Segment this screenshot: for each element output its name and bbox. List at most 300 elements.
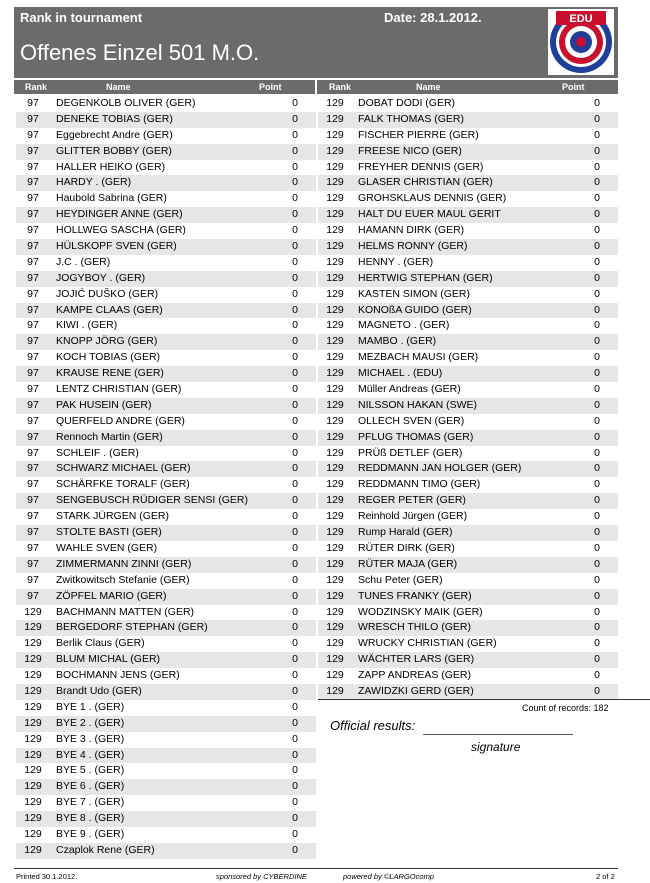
point-cell: 0 bbox=[594, 192, 600, 205]
rank-cell: 129 bbox=[326, 653, 344, 666]
rank-cell: 129 bbox=[24, 764, 42, 777]
name-cell: REDDMANN JAN HOLGER (GER) bbox=[358, 462, 522, 475]
name-cell: REDDMANN TIMO (GER) bbox=[358, 478, 481, 491]
point-cell: 0 bbox=[292, 112, 298, 125]
name-cell: PFLUG THOMAS (GER) bbox=[358, 430, 474, 443]
point-cell: 0 bbox=[594, 669, 600, 682]
point-cell: 0 bbox=[594, 526, 600, 539]
point-cell: 0 bbox=[292, 97, 298, 109]
name-cell: HÜLSKOPF SVEN (GER) bbox=[56, 240, 177, 253]
table-row bbox=[318, 461, 618, 477]
rank-cell: 129 bbox=[326, 335, 344, 348]
name-cell: Zwitkowitsch Stefanie (GER) bbox=[56, 573, 190, 586]
point-cell: 0 bbox=[292, 541, 298, 554]
table-row bbox=[318, 589, 618, 605]
name-cell: STARK JÜRGEN (GER) bbox=[56, 510, 169, 523]
name-cell: FREYHER DENNIS (GER) bbox=[358, 160, 484, 173]
point-cell: 0 bbox=[594, 367, 600, 380]
name-cell: PRÜß DETLEF (GER) bbox=[358, 446, 463, 459]
table-row bbox=[318, 350, 618, 366]
point-cell: 0 bbox=[594, 478, 600, 491]
name-cell: HOLLWEG SASCHA (GER) bbox=[56, 224, 186, 237]
name-cell: LENTZ CHRISTIAN (GER) bbox=[56, 383, 182, 396]
point-cell: 0 bbox=[594, 97, 600, 109]
rank-cell: 97 bbox=[27, 557, 39, 570]
rank-cell: 129 bbox=[326, 319, 344, 332]
point-cell: 0 bbox=[292, 843, 298, 856]
point-cell: 0 bbox=[292, 700, 298, 713]
name-cell: SCHÄRFKE TORALF (GER) bbox=[56, 478, 190, 491]
powered-by-text: powered by ©LARGOcomp bbox=[343, 872, 434, 881]
name-cell: WÄCHTER LARS (GER) bbox=[358, 653, 475, 666]
table-row bbox=[16, 573, 316, 589]
point-cell: 0 bbox=[594, 240, 600, 253]
point-cell: 0 bbox=[292, 748, 298, 761]
point-cell: 0 bbox=[292, 510, 298, 523]
table-row bbox=[318, 366, 618, 382]
table-row bbox=[318, 636, 618, 652]
point-cell: 0 bbox=[292, 430, 298, 443]
name-cell: BLUM MICHAL (GER) bbox=[56, 653, 161, 666]
point-cell: 0 bbox=[594, 383, 600, 396]
point-cell: 0 bbox=[594, 335, 600, 348]
report-heading: Rank in tournament bbox=[20, 10, 143, 25]
rank-cell: 129 bbox=[326, 287, 344, 300]
left-column-header bbox=[14, 80, 315, 94]
table-row bbox=[318, 175, 618, 191]
name-cell: HALT DU EUER MAUL GERIT bbox=[358, 208, 501, 221]
point-cell: 0 bbox=[594, 573, 600, 586]
table-row bbox=[16, 732, 316, 748]
table-row bbox=[16, 477, 316, 493]
table-row bbox=[16, 779, 316, 795]
point-cell: 0 bbox=[292, 573, 298, 586]
name-cell: Rennoch Martin (GER) bbox=[56, 430, 163, 443]
table-row bbox=[16, 843, 316, 859]
table-row bbox=[318, 334, 618, 350]
record-count: Count of records: 182 bbox=[522, 703, 609, 713]
name-cell: Reinhold Jürgen (GER) bbox=[358, 510, 468, 523]
rank-cell: 129 bbox=[24, 669, 42, 682]
name-cell: STOLTE BASTI (GER) bbox=[56, 526, 162, 539]
name-cell: GLITTER BOBBY (GER) bbox=[56, 144, 172, 157]
table-row bbox=[318, 318, 618, 334]
report-date: Date: 28.1.2012. bbox=[384, 10, 482, 25]
name-cell: GROHSKLAUS DENNIS (GER) bbox=[358, 192, 507, 205]
name-cell: Haubold Sabrina (GER) bbox=[56, 192, 167, 205]
rank-cell: 129 bbox=[326, 351, 344, 364]
rank-cell: 97 bbox=[27, 589, 39, 602]
table-row bbox=[16, 414, 316, 430]
rank-cell: 129 bbox=[24, 812, 42, 825]
left-ranking-list bbox=[16, 96, 316, 859]
rank-cell: 129 bbox=[326, 478, 344, 491]
table-row bbox=[16, 589, 316, 605]
rank-cell: 129 bbox=[24, 605, 42, 618]
table-row bbox=[318, 684, 618, 700]
name-cell: OLLECH SVEN (GER) bbox=[358, 414, 465, 427]
name-cell: Schu Peter (GER) bbox=[358, 573, 443, 586]
table-row bbox=[318, 239, 618, 255]
rank-cell: 129 bbox=[326, 240, 344, 253]
table-row bbox=[318, 605, 618, 621]
point-cell: 0 bbox=[292, 335, 298, 348]
name-cell: QUERFELD ANDRE (GER) bbox=[56, 414, 185, 427]
point-cell: 0 bbox=[292, 780, 298, 793]
signature-line bbox=[423, 734, 573, 735]
point-cell: 0 bbox=[292, 303, 298, 316]
point-cell: 0 bbox=[594, 128, 600, 141]
name-cell: KAMPE CLAAS (GER) bbox=[56, 303, 163, 316]
table-row bbox=[16, 541, 316, 557]
table-row bbox=[318, 493, 618, 509]
rank-cell: 97 bbox=[27, 383, 39, 396]
table-row bbox=[16, 668, 316, 684]
name-cell: HEYDINGER ANNE (GER) bbox=[56, 208, 183, 221]
name-cell: JOGYBOY . (GER) bbox=[56, 271, 146, 284]
name-cell: HERTWIG STEPHAN (GER) bbox=[358, 271, 493, 284]
rank-cell: 129 bbox=[24, 653, 42, 666]
rank-cell: 129 bbox=[24, 684, 42, 697]
point-cell: 0 bbox=[292, 224, 298, 237]
table-row bbox=[318, 207, 618, 223]
point-cell: 0 bbox=[292, 446, 298, 459]
table-row bbox=[16, 382, 316, 398]
name-cell: JOJIĆ DUŠKO (GER) bbox=[56, 287, 159, 300]
name-cell: KNOPP JÖRG (GER) bbox=[56, 335, 158, 348]
name-cell: MAGNETO . (GER) bbox=[358, 319, 450, 332]
point-cell: 0 bbox=[292, 684, 298, 697]
table-row bbox=[318, 382, 618, 398]
table-row bbox=[318, 160, 618, 176]
table-row bbox=[318, 255, 618, 271]
point-cell: 0 bbox=[594, 684, 600, 697]
point-cell: 0 bbox=[292, 128, 298, 141]
name-cell: KOCH TOBIAS (GER) bbox=[56, 351, 161, 364]
point-cell: 0 bbox=[292, 160, 298, 173]
name-cell: BYE 4 . (GER) bbox=[56, 748, 125, 761]
name-cell: BYE 1 . (GER) bbox=[56, 700, 125, 713]
table-row bbox=[16, 430, 316, 446]
rank-cell: 129 bbox=[326, 684, 344, 697]
point-header: Point bbox=[562, 82, 585, 92]
name-cell: BACHMANN MATTEN (GER) bbox=[56, 605, 195, 618]
table-row bbox=[16, 334, 316, 350]
table-row bbox=[16, 684, 316, 700]
rank-cell: 129 bbox=[326, 224, 344, 237]
table-row bbox=[16, 461, 316, 477]
table-row bbox=[318, 557, 618, 573]
point-cell: 0 bbox=[292, 812, 298, 825]
point-cell: 0 bbox=[292, 208, 298, 221]
name-cell: ZAPP ANDREAS (GER) bbox=[358, 669, 471, 682]
table-row bbox=[16, 525, 316, 541]
rank-cell: 129 bbox=[326, 510, 344, 523]
table-row bbox=[16, 509, 316, 525]
signature-label: signature bbox=[471, 740, 521, 754]
rank-cell: 97 bbox=[27, 303, 39, 316]
name-cell: Czaplok Rene (GER) bbox=[56, 843, 155, 856]
point-cell: 0 bbox=[292, 462, 298, 475]
point-cell: 0 bbox=[594, 303, 600, 316]
name-cell: MICHAEL . (EDU) bbox=[358, 367, 443, 380]
rank-cell: 129 bbox=[326, 398, 344, 411]
table-row bbox=[16, 795, 316, 811]
point-cell: 0 bbox=[292, 653, 298, 666]
name-cell: Rump Harald (GER) bbox=[358, 526, 453, 539]
table-row bbox=[318, 509, 618, 525]
rank-cell: 129 bbox=[326, 573, 344, 586]
table-row bbox=[16, 318, 316, 334]
table-row bbox=[16, 303, 316, 319]
table-row bbox=[16, 223, 316, 239]
rank-header: Rank bbox=[25, 82, 48, 92]
report-header bbox=[14, 7, 618, 78]
point-cell: 0 bbox=[594, 287, 600, 300]
name-cell: MEZBACH MAUSI (GER) bbox=[358, 351, 479, 364]
rank-cell: 97 bbox=[27, 271, 39, 284]
point-cell: 0 bbox=[292, 478, 298, 491]
name-cell: BOCHMANN JENS (GER) bbox=[56, 669, 180, 682]
point-cell: 0 bbox=[292, 271, 298, 284]
rank-cell: 97 bbox=[27, 287, 39, 300]
rank-cell: 129 bbox=[326, 112, 344, 125]
table-row bbox=[318, 303, 618, 319]
point-cell: 0 bbox=[594, 176, 600, 189]
name-cell: REGER PETER (GER) bbox=[358, 494, 466, 507]
table-row bbox=[318, 525, 618, 541]
name-cell: KIWI . (GER) bbox=[56, 319, 118, 332]
table-row bbox=[318, 144, 618, 160]
name-cell: Müller Andreas (GER) bbox=[358, 383, 461, 396]
rank-cell: 129 bbox=[326, 494, 344, 507]
right-column-header bbox=[317, 80, 618, 94]
name-cell: MAMBO . (GER) bbox=[358, 335, 437, 348]
table-row bbox=[16, 175, 316, 191]
point-cell: 0 bbox=[594, 430, 600, 443]
point-cell: 0 bbox=[594, 112, 600, 125]
rank-cell: 129 bbox=[24, 780, 42, 793]
point-cell: 0 bbox=[594, 653, 600, 666]
rank-cell: 129 bbox=[326, 446, 344, 459]
table-row bbox=[318, 573, 618, 589]
rank-cell: 129 bbox=[326, 621, 344, 634]
point-cell: 0 bbox=[292, 796, 298, 809]
point-cell: 0 bbox=[292, 621, 298, 634]
name-cell: ZAWIDZKI GERD (GER) bbox=[358, 684, 474, 697]
rank-cell: 97 bbox=[27, 526, 39, 539]
table-row bbox=[318, 430, 618, 446]
name-cell: SENGEBUSCH RÜDIGER SENSI (GER) bbox=[56, 494, 248, 507]
point-cell: 0 bbox=[594, 621, 600, 634]
rank-cell: 97 bbox=[27, 160, 39, 173]
name-cell: SCHWARZ MICHAEL (GER) bbox=[56, 462, 191, 475]
rank-cell: 97 bbox=[27, 97, 39, 109]
rank-cell: 129 bbox=[326, 526, 344, 539]
table-row bbox=[16, 763, 316, 779]
rank-cell: 129 bbox=[326, 669, 344, 682]
rank-cell: 129 bbox=[326, 414, 344, 427]
rank-cell: 129 bbox=[326, 303, 344, 316]
rank-cell: 97 bbox=[27, 398, 39, 411]
table-row bbox=[16, 398, 316, 414]
table-row bbox=[318, 398, 618, 414]
rank-cell: 97 bbox=[27, 192, 39, 205]
rank-cell: 97 bbox=[27, 430, 39, 443]
point-cell: 0 bbox=[594, 541, 600, 554]
official-results-label: Official results: bbox=[330, 718, 416, 733]
rank-cell: 129 bbox=[326, 144, 344, 157]
rank-cell: 129 bbox=[24, 700, 42, 713]
point-cell: 0 bbox=[292, 192, 298, 205]
table-row bbox=[16, 255, 316, 271]
table-row bbox=[16, 271, 316, 287]
table-row bbox=[318, 541, 618, 557]
rank-cell: 129 bbox=[326, 176, 344, 189]
footer-divider bbox=[14, 868, 618, 869]
table-row bbox=[318, 271, 618, 287]
table-row bbox=[16, 350, 316, 366]
table-row bbox=[16, 636, 316, 652]
rank-cell: 129 bbox=[326, 97, 344, 109]
point-cell: 0 bbox=[594, 224, 600, 237]
rank-cell: 97 bbox=[27, 573, 39, 586]
point-cell: 0 bbox=[292, 240, 298, 253]
rank-cell: 129 bbox=[326, 192, 344, 205]
point-cell: 0 bbox=[594, 208, 600, 221]
rank-cell: 129 bbox=[326, 605, 344, 618]
point-cell: 0 bbox=[594, 637, 600, 650]
table-row bbox=[318, 96, 618, 112]
table-row bbox=[16, 620, 316, 636]
table-row bbox=[16, 207, 316, 223]
rank-cell: 97 bbox=[27, 414, 39, 427]
point-cell: 0 bbox=[292, 287, 298, 300]
rank-cell: 97 bbox=[27, 335, 39, 348]
table-row bbox=[318, 477, 618, 493]
point-cell: 0 bbox=[292, 414, 298, 427]
name-cell: DENEKE TOBIAS (GER) bbox=[56, 112, 173, 125]
point-cell: 0 bbox=[594, 255, 600, 268]
point-cell: 0 bbox=[292, 764, 298, 777]
point-cell: 0 bbox=[292, 367, 298, 380]
point-cell: 0 bbox=[292, 526, 298, 539]
edu-logo bbox=[548, 9, 614, 75]
table-row bbox=[16, 112, 316, 128]
point-cell: 0 bbox=[292, 351, 298, 364]
name-cell: J.C . (GER) bbox=[56, 255, 111, 268]
table-row bbox=[318, 223, 618, 239]
point-cell: 0 bbox=[292, 605, 298, 618]
point-cell: 0 bbox=[594, 351, 600, 364]
point-cell: 0 bbox=[594, 319, 600, 332]
name-cell: BYE 5 . (GER) bbox=[56, 764, 125, 777]
rank-cell: 97 bbox=[27, 208, 39, 221]
rank-cell: 129 bbox=[326, 271, 344, 284]
rank-cell: 129 bbox=[326, 637, 344, 650]
name-cell: KRAUSE RENE (GER) bbox=[56, 367, 164, 380]
right-ranking-list bbox=[318, 96, 618, 700]
rank-cell: 97 bbox=[27, 446, 39, 459]
table-row bbox=[318, 414, 618, 430]
name-header: Name bbox=[416, 82, 441, 92]
name-cell: ZIMMERMANN ZINNI (GER) bbox=[56, 557, 192, 570]
name-cell: FALK THOMAS (GER) bbox=[358, 112, 464, 125]
table-row bbox=[318, 112, 618, 128]
rank-cell: 97 bbox=[27, 112, 39, 125]
name-cell: Brandt Udo (GER) bbox=[56, 684, 142, 697]
name-cell: DEGENKOLB OLIVER (GER) bbox=[56, 97, 196, 109]
point-cell: 0 bbox=[292, 637, 298, 650]
printed-date: Printed 30.1.2012. bbox=[16, 872, 78, 881]
table-row bbox=[16, 287, 316, 303]
point-cell: 0 bbox=[292, 176, 298, 189]
table-row bbox=[318, 652, 618, 668]
point-cell: 0 bbox=[594, 271, 600, 284]
rank-cell: 97 bbox=[27, 176, 39, 189]
rank-cell: 129 bbox=[326, 208, 344, 221]
table-row bbox=[318, 620, 618, 636]
point-cell: 0 bbox=[292, 669, 298, 682]
rank-cell: 129 bbox=[326, 128, 344, 141]
rank-cell: 129 bbox=[326, 367, 344, 380]
rank-cell: 129 bbox=[326, 541, 344, 554]
point-cell: 0 bbox=[292, 716, 298, 729]
name-cell: BYE 7 . (GER) bbox=[56, 796, 125, 809]
rank-cell: 97 bbox=[27, 367, 39, 380]
table-row bbox=[318, 191, 618, 207]
name-cell: BERGEDORF STEPHAN (GER) bbox=[56, 621, 208, 634]
rank-cell: 97 bbox=[27, 128, 39, 141]
point-cell: 0 bbox=[594, 494, 600, 507]
point-cell: 0 bbox=[594, 510, 600, 523]
table-row bbox=[16, 191, 316, 207]
name-cell: BYE 2 . (GER) bbox=[56, 716, 125, 729]
rank-header: Rank bbox=[329, 82, 352, 92]
table-row bbox=[16, 827, 316, 843]
name-cell: FISCHER PIERRE (GER) bbox=[358, 128, 479, 141]
page-number: 2 of 2 bbox=[596, 872, 615, 881]
tournament-title: Offenes Einzel 501 M.O. bbox=[20, 40, 260, 65]
name-cell: DOBAT DODI (GER) bbox=[358, 97, 456, 109]
point-cell: 0 bbox=[292, 827, 298, 840]
name-cell: RÜTER MAJA (GER) bbox=[358, 557, 458, 570]
rank-cell: 97 bbox=[27, 541, 39, 554]
name-cell: GLASER CHRISTIAN (GER) bbox=[358, 176, 493, 189]
sponsor-text: sponsored by CYBERDINE bbox=[216, 872, 307, 881]
rank-cell: 129 bbox=[326, 160, 344, 173]
name-cell: KASTEN SIMON (GER) bbox=[358, 287, 471, 300]
rank-cell: 129 bbox=[24, 621, 42, 634]
rank-cell: 129 bbox=[326, 430, 344, 443]
point-cell: 0 bbox=[292, 144, 298, 157]
name-cell: WRESCH THILO (GER) bbox=[358, 621, 471, 634]
point-cell: 0 bbox=[292, 732, 298, 745]
table-row bbox=[16, 652, 316, 668]
table-row bbox=[16, 160, 316, 176]
rank-cell: 97 bbox=[27, 255, 39, 268]
table-row bbox=[318, 287, 618, 303]
name-cell: WRUCKY CHRISTIAN (GER) bbox=[358, 637, 497, 650]
name-cell: TUNES FRANKY (GER) bbox=[358, 589, 472, 602]
point-cell: 0 bbox=[292, 383, 298, 396]
name-cell: HELMS RONNY (GER) bbox=[358, 240, 468, 253]
point-cell: 0 bbox=[292, 494, 298, 507]
name-cell: WAHLE SVEN (GER) bbox=[56, 541, 158, 554]
point-cell: 0 bbox=[292, 398, 298, 411]
rank-cell: 129 bbox=[24, 748, 42, 761]
name-cell: WODZINSKY MAIK (GER) bbox=[358, 605, 483, 618]
